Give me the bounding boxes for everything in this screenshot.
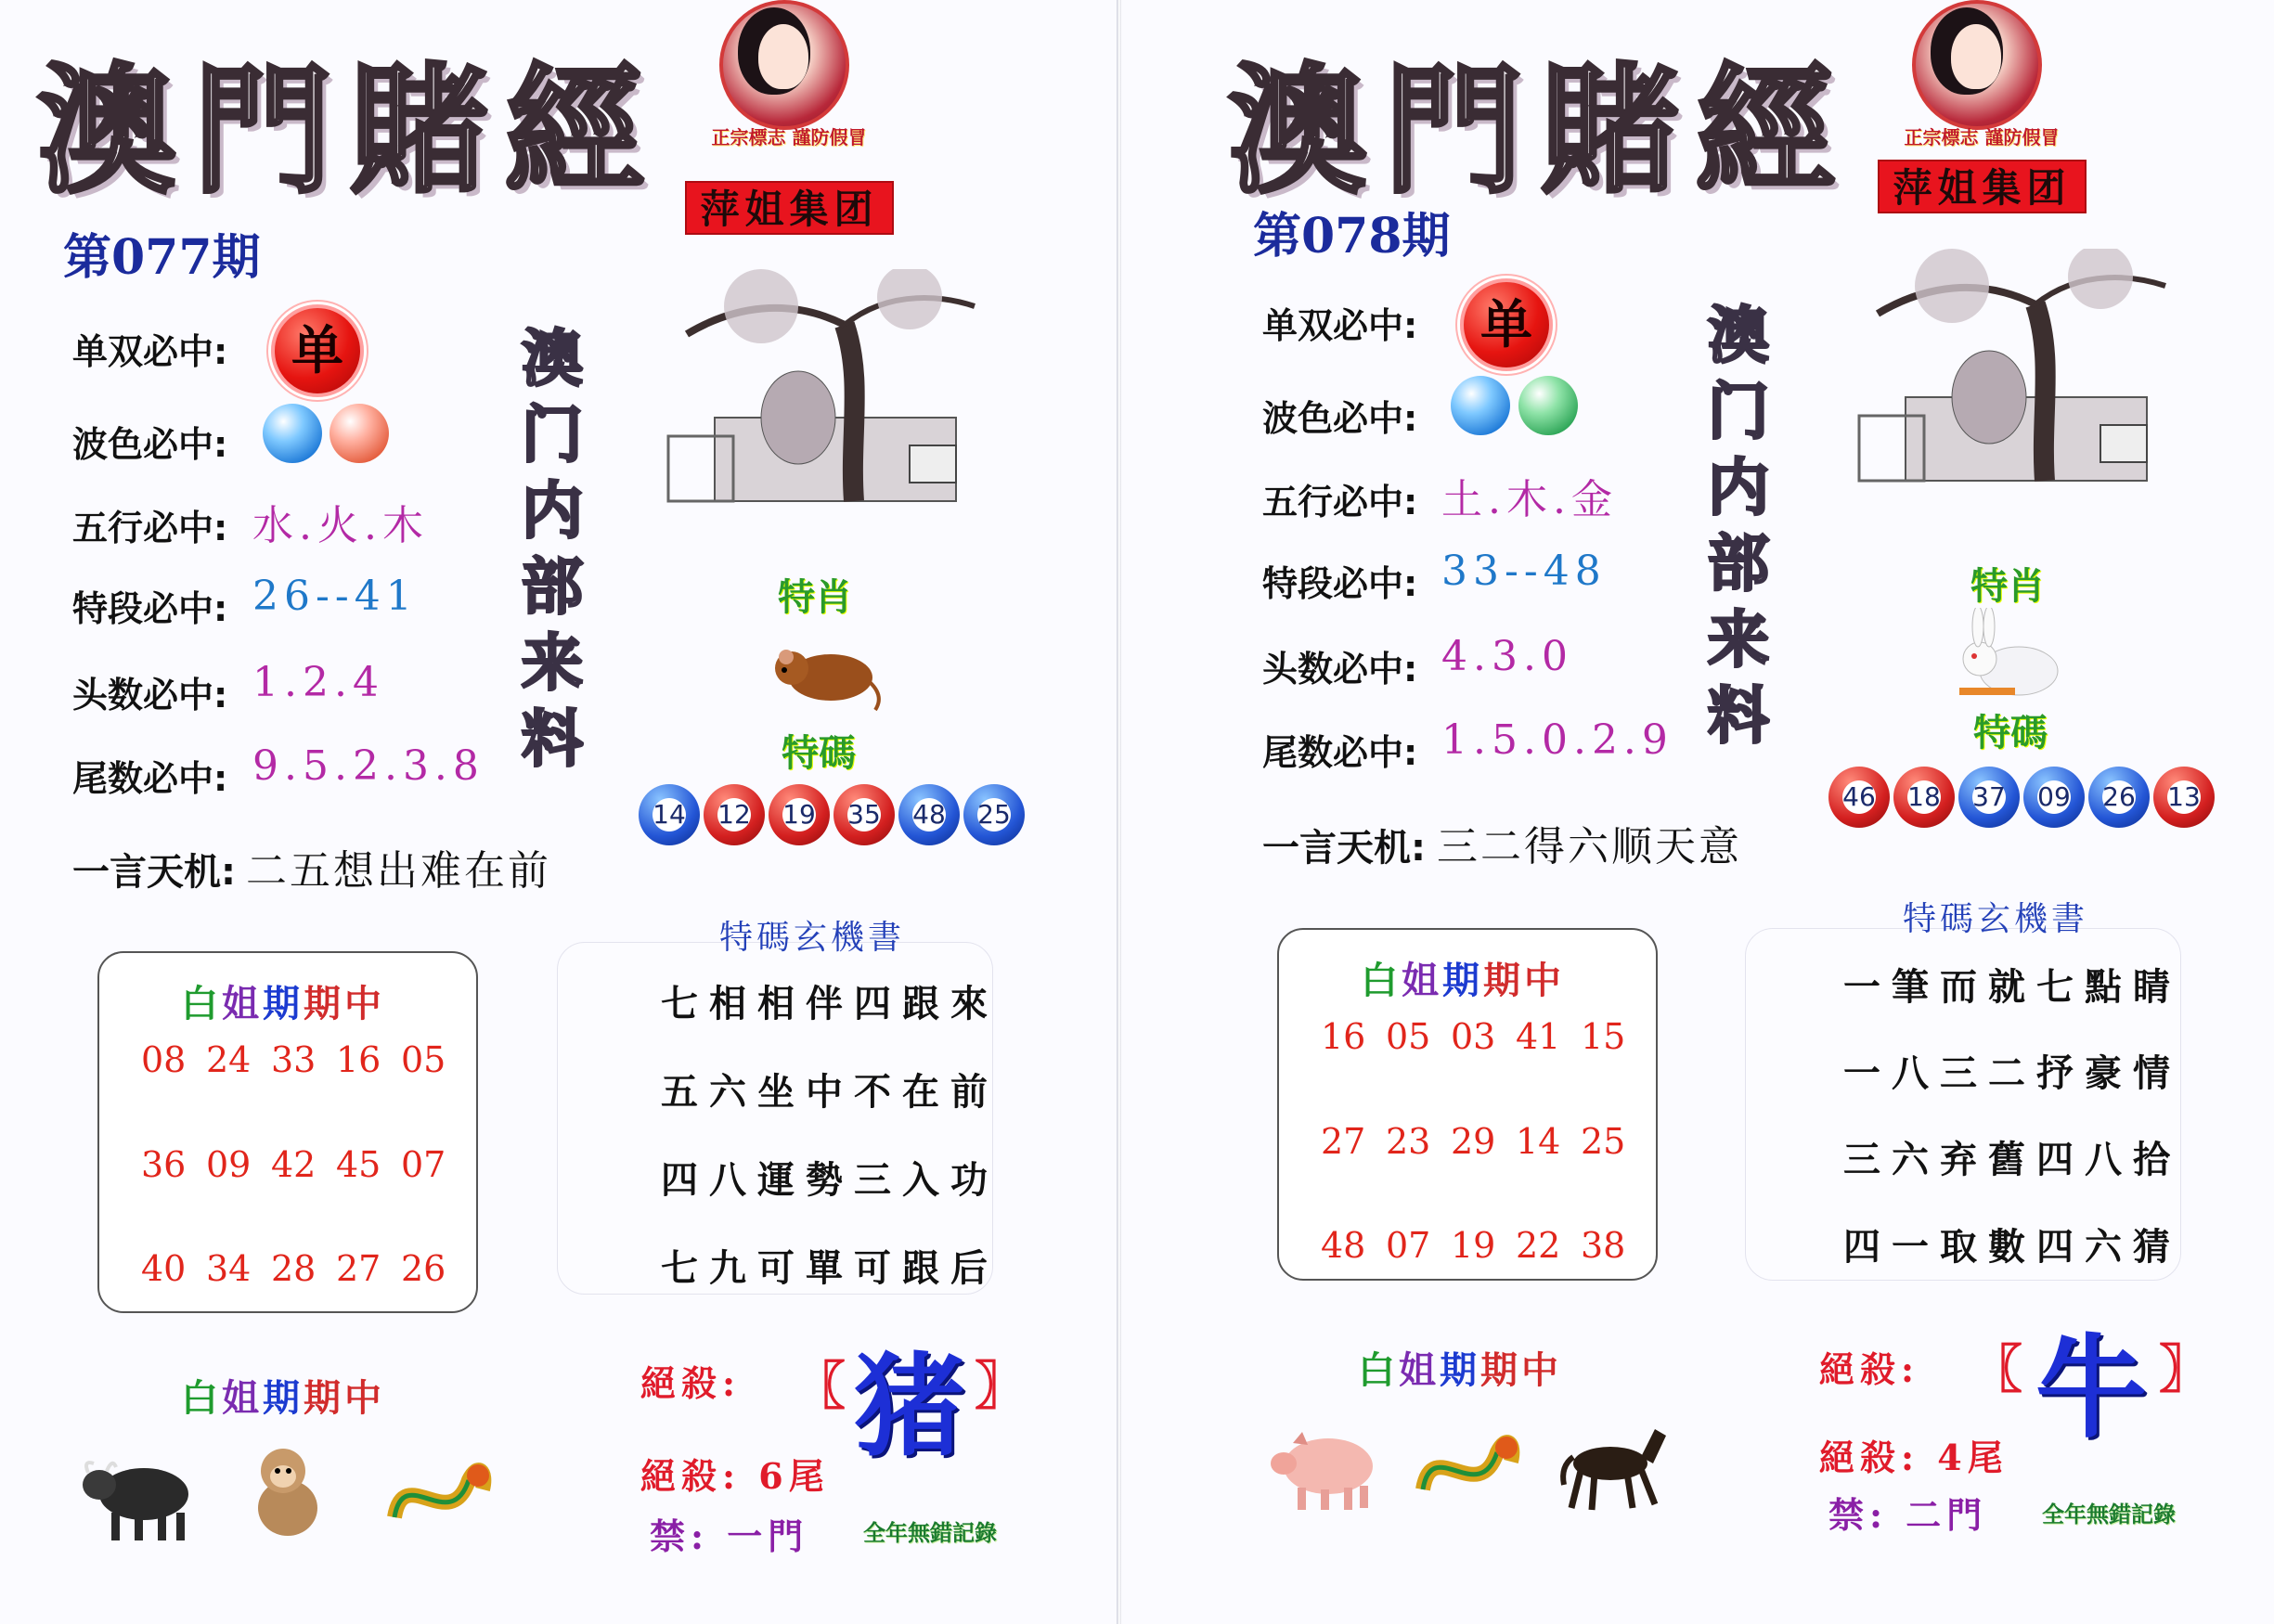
kill-zodiac-label: 絕殺: [640, 1362, 742, 1404]
special-number-ball: 46 [1828, 767, 1890, 828]
grid-number: 42 [271, 1144, 317, 1185]
title-char: 期 [1440, 1348, 1480, 1392]
poem-line: 七相相伴四跟來 [661, 982, 999, 1025]
blue-ball-icon [263, 404, 322, 463]
title-char: 期 [1480, 1348, 1521, 1392]
grid-number: 15 [1581, 1016, 1626, 1057]
left-page [0, 0, 1118, 1624]
title-char: 白 [1358, 1348, 1399, 1392]
grid-number: 16 [336, 1039, 381, 1080]
bai-jie-zodiac-title [181, 1369, 385, 1422]
motto-label: 一言天机: [72, 851, 236, 894]
ban-door: 禁: 一門 [650, 1515, 809, 1557]
poem-title: 特碼玄機書 [1903, 900, 2089, 938]
special-zodiac-label: 特肖 [1970, 564, 2045, 608]
grid-number: 19 [1451, 1225, 1496, 1266]
bai-jie-title [181, 974, 385, 1027]
logo-caption: 正宗標志 謹防假冒 [1904, 126, 2060, 148]
motto-value: 三二得六顺天意 [1437, 823, 1742, 870]
poem-line: 一筆而就七點睛 [1843, 965, 2181, 1009]
vertical-char: 内 [522, 474, 583, 547]
special-number-ball: 48 [898, 784, 960, 845]
grid-number: 23 [1386, 1121, 1431, 1162]
title-char: 姐 [1399, 1348, 1440, 1392]
group-banner: 萍姐集团 [1878, 160, 2087, 213]
grid-number: 07 [401, 1144, 446, 1185]
number-grid-row [141, 1039, 466, 1080]
vertical-char: 部 [522, 550, 583, 623]
poem-line: 三六弃舊四八拾 [1843, 1138, 2181, 1181]
kill-zodiac-value: 牛 [2035, 1324, 2147, 1453]
number-grid-row [1321, 1016, 1646, 1057]
grid-number: 28 [271, 1248, 317, 1289]
dragon-icon [1404, 1415, 1525, 1517]
record-stamp: 全年無錯記錄 [2042, 1501, 2176, 1527]
poem-title: 特碼玄機書 [719, 919, 906, 957]
kill-zodiac-value: 猪 [854, 1343, 965, 1472]
grid-number: 24 [206, 1039, 252, 1080]
vertical-char: 澳 [522, 322, 583, 394]
kill-zodiac-label: 絕殺: [1819, 1348, 1920, 1390]
number-grid-row [1321, 1225, 1646, 1266]
grid-number: 05 [401, 1039, 446, 1080]
row-label-head-digits: 头数必中: [72, 675, 228, 715]
logo-caption: 正宗標志 謹防假冒 [711, 126, 867, 148]
vertical-char: 来 [522, 626, 583, 699]
title-char: 白 [181, 1376, 222, 1420]
rabbit-icon [1952, 608, 2073, 701]
bracket-close: 〗 [2159, 1339, 2211, 1400]
lady-portrait-icon [1912, 0, 2042, 130]
special-range-value: 26--41 [252, 573, 418, 620]
title-char: 期 [1442, 959, 1483, 1002]
grid-number: 07 [1386, 1225, 1431, 1266]
vertical-char: 门 [522, 398, 583, 470]
red-ball-icon [329, 404, 389, 463]
title-char: 期 [304, 982, 344, 1025]
row-label-wave-color: 波色必中: [1262, 398, 1418, 439]
grid-number: 48 [1321, 1225, 1366, 1266]
grid-number: 26 [401, 1248, 446, 1289]
tree-illustration [1841, 249, 2175, 509]
poem-line: 四八運勢三入功 [661, 1158, 999, 1202]
grid-number: 38 [1581, 1225, 1626, 1266]
poem-line: 七九可單可跟后 [661, 1246, 999, 1290]
vertical-char: 料 [1708, 679, 1769, 752]
special-number-ball: 35 [833, 784, 895, 845]
odd-even-badge: 单 [271, 304, 364, 397]
row-label-head-digits: 头数必中: [1262, 649, 1418, 690]
title-char: 期 [1483, 959, 1524, 1002]
title-char: 中 [344, 1376, 385, 1420]
title-char: 白 [1361, 959, 1402, 1002]
row-label-special-range: 特段必中: [72, 588, 228, 629]
tail-digits-value: 1.5.0.2.9 [1441, 716, 1673, 764]
grid-number: 22 [1516, 1225, 1561, 1266]
special-number-label: 特碼 [782, 731, 856, 775]
special-number-ball: 19 [769, 784, 830, 845]
grid-number: 27 [1321, 1121, 1366, 1162]
special-number-ball: 09 [2023, 767, 2085, 828]
tail-digits-value: 9.5.2.3.8 [252, 742, 485, 790]
row-label-five-elements: 五行必中: [72, 508, 228, 548]
number-grid-row [141, 1144, 466, 1185]
special-number-ball: 13 [2153, 767, 2215, 828]
motto-value: 二五想出难在前 [246, 847, 551, 895]
row-label-tail-digits: 尾数必中: [72, 758, 228, 799]
grid-number: 25 [1581, 1121, 1626, 1162]
title-char: 白 [181, 982, 222, 1025]
tree-illustration [650, 269, 984, 529]
row-label-wave-color: 波色必中: [72, 424, 228, 465]
page-title: 澳門賭經 [1228, 49, 1853, 213]
monkey-icon [227, 1443, 348, 1545]
kill-tail: 絕殺: 4尾 [1819, 1437, 2009, 1478]
right-page [1121, 0, 2274, 1624]
grid-number: 09 [206, 1144, 252, 1185]
pig-icon [1265, 1415, 1386, 1517]
rat-icon [766, 631, 886, 715]
page-title: 澳門賭經 [37, 49, 662, 213]
horse-icon [1553, 1415, 1673, 1517]
grid-number: 08 [141, 1039, 187, 1080]
special-number-ball: 25 [963, 784, 1025, 845]
issue-number: 第078期 [1253, 208, 1451, 264]
poem-line: 四一取數四六猜 [1843, 1225, 2181, 1269]
vertical-char: 来 [1708, 603, 1769, 676]
poem-line: 一八三二抒豪情 [1843, 1051, 2181, 1095]
five-elements-value: 水.火.木 [252, 502, 429, 549]
bracket-open: 〖 [794, 1356, 846, 1417]
special-number-ball: 18 [1893, 767, 1955, 828]
vertical-char: 澳 [1708, 299, 1769, 371]
lady-portrait-icon [719, 0, 849, 130]
bracket-close: 〗 [975, 1356, 1027, 1417]
brand-logo [710, 0, 867, 148]
row-label-special-range: 特段必中: [1262, 563, 1418, 604]
ban-door: 禁: 二門 [1828, 1494, 1988, 1536]
grid-number: 36 [141, 1144, 187, 1185]
title-char: 期 [263, 1376, 304, 1420]
grid-number: 33 [271, 1039, 317, 1080]
title-char: 中 [344, 982, 385, 1025]
grid-number: 40 [141, 1248, 187, 1289]
title-char: 姐 [222, 1376, 263, 1420]
vertical-char: 门 [1708, 375, 1769, 447]
grid-number: 14 [1516, 1121, 1561, 1162]
special-zodiac-label: 特肖 [778, 575, 852, 619]
grid-number: 16 [1321, 1016, 1366, 1057]
row-label-odd-even: 单双必中: [1262, 305, 1418, 346]
ox-icon [79, 1443, 200, 1545]
vertical-slogan [515, 320, 589, 777]
title-char: 中 [1521, 1348, 1562, 1392]
bai-jie-title [1361, 951, 1565, 1004]
record-stamp: 全年無錯記錄 [863, 1519, 997, 1546]
kill-tail: 絕殺: 6尾 [640, 1455, 830, 1497]
special-number-label: 特碼 [1973, 711, 2048, 754]
special-range-value: 33--48 [1441, 548, 1607, 595]
row-label-odd-even: 单双必中: [72, 331, 228, 372]
title-char: 期 [304, 1376, 344, 1420]
special-number-balls [639, 784, 1025, 845]
grid-number: 41 [1516, 1016, 1561, 1057]
bracket-open: 〖 [1970, 1339, 2022, 1400]
vertical-char: 部 [1708, 527, 1769, 599]
grid-number: 34 [206, 1248, 252, 1289]
group-banner: 萍姐集团 [685, 181, 894, 235]
row-label-five-elements: 五行必中: [1262, 482, 1418, 522]
head-digits-value: 1.2.4 [252, 659, 384, 706]
brand-logo [1903, 0, 2060, 148]
grid-number: 27 [336, 1248, 381, 1289]
special-number-balls [1828, 767, 2215, 828]
blue-ball-icon [1451, 376, 1510, 435]
special-number-ball: 12 [704, 784, 765, 845]
vertical-char: 内 [1708, 451, 1769, 523]
vertical-char: 料 [522, 702, 583, 775]
grid-number: 05 [1386, 1016, 1431, 1057]
number-grid-row [1321, 1121, 1646, 1162]
vertical-slogan [1701, 297, 1776, 754]
dragon-icon [376, 1443, 497, 1545]
special-number-ball: 14 [639, 784, 700, 845]
special-number-ball: 37 [1958, 767, 2020, 828]
bai-jie-zodiac-title [1358, 1341, 1562, 1394]
green-ball-icon [1518, 376, 1578, 435]
five-elements-value: 土.木.金 [1441, 476, 1618, 523]
row-label-tail-digits: 尾数必中: [1262, 732, 1418, 773]
number-grid-row [141, 1248, 466, 1289]
odd-even-badge: 单 [1460, 278, 1553, 371]
motto-label: 一言天机: [1262, 827, 1426, 870]
issue-number: 第077期 [63, 229, 261, 286]
special-number-ball: 26 [2088, 767, 2150, 828]
grid-number: 29 [1451, 1121, 1496, 1162]
title-char: 中 [1524, 959, 1565, 1002]
poem-line: 五六坐中不在前 [661, 1070, 999, 1114]
grid-number: 45 [336, 1144, 381, 1185]
title-char: 姐 [1402, 959, 1442, 1002]
title-char: 期 [263, 982, 304, 1025]
head-digits-value: 4.3.0 [1441, 633, 1573, 680]
title-char: 姐 [222, 982, 263, 1025]
grid-number: 03 [1451, 1016, 1496, 1057]
